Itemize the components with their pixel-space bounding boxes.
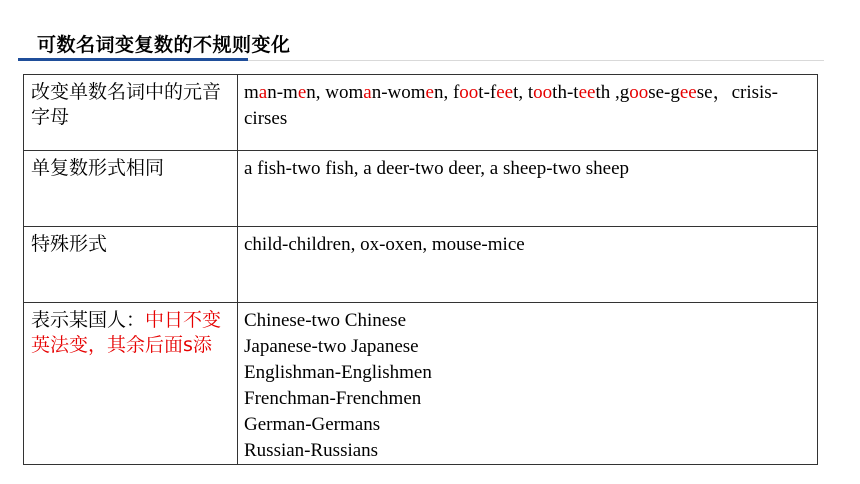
category-rule-highlight: 中日不变英法变，其余后面s添 xyxy=(31,309,222,356)
category-cell xyxy=(24,151,238,227)
example-line: Frenchman-Frenchmen xyxy=(244,388,422,409)
changed-vowel: oo xyxy=(533,82,553,103)
example-text-segment: th ,g xyxy=(595,82,630,103)
changed-vowel: a xyxy=(258,82,268,103)
category-cell xyxy=(24,75,238,151)
category-label: 单复数形式相同 xyxy=(31,157,165,179)
changed-vowel: oo xyxy=(629,82,649,103)
changed-vowel: e xyxy=(425,82,434,103)
table-row xyxy=(24,303,818,465)
examples-cell xyxy=(238,75,818,151)
table-row xyxy=(24,151,818,227)
examples-text: child-children, ox-oxen, mouse-mice xyxy=(244,234,525,255)
changed-vowel: ee xyxy=(679,82,697,103)
table-row xyxy=(24,75,818,151)
example-text-segment: m xyxy=(244,82,259,103)
example-text-segment: n-m xyxy=(267,82,298,103)
category-label: 特殊形式 xyxy=(31,233,108,255)
example-text-segment: n, f xyxy=(433,82,460,103)
examples-cell xyxy=(238,151,818,227)
slide-title: 可数名词变复数的不规则变化 xyxy=(37,34,291,56)
changed-vowel: oo xyxy=(459,82,479,103)
examples-text: a fish-two fish, a deer-two deer, a sheep-two sheep xyxy=(244,158,630,179)
example-line: Japanese-two Japanese xyxy=(244,336,419,357)
example-text-segment: n-wom xyxy=(371,82,426,103)
example-line: Russian-Russians xyxy=(244,440,379,461)
changed-vowel: e xyxy=(297,82,307,103)
category-label-prefix: 表示某国人： xyxy=(31,309,146,331)
changed-vowel: ee xyxy=(496,82,514,103)
category-label: 改变单数名词中的元音字母 xyxy=(31,81,222,128)
title-accent-bar xyxy=(18,58,248,61)
examples-cell xyxy=(238,227,818,303)
example-text-segment: se，crisis-cirses xyxy=(244,82,779,129)
example-line: Chinese-two Chinese xyxy=(244,310,407,331)
changed-vowel: ee xyxy=(578,82,596,103)
examples-list xyxy=(238,303,817,464)
example-line: German-Germans xyxy=(244,414,381,435)
example-text-segment: n, wom xyxy=(306,82,364,103)
examples-text xyxy=(238,75,817,132)
changed-vowel: a xyxy=(363,82,372,103)
table-row xyxy=(24,227,818,303)
example-line: Englishman-Englishmen xyxy=(244,362,432,383)
example-text-segment: t, t xyxy=(513,82,534,103)
category-cell xyxy=(24,303,238,465)
example-text-segment: th-t xyxy=(552,82,579,103)
category-label xyxy=(24,303,237,358)
irregular-plurals-table xyxy=(23,74,818,465)
example-text-segment: t-f xyxy=(478,82,497,103)
category-cell xyxy=(24,227,238,303)
example-text-segment: se-g xyxy=(648,82,680,103)
examples-cell xyxy=(238,303,818,465)
